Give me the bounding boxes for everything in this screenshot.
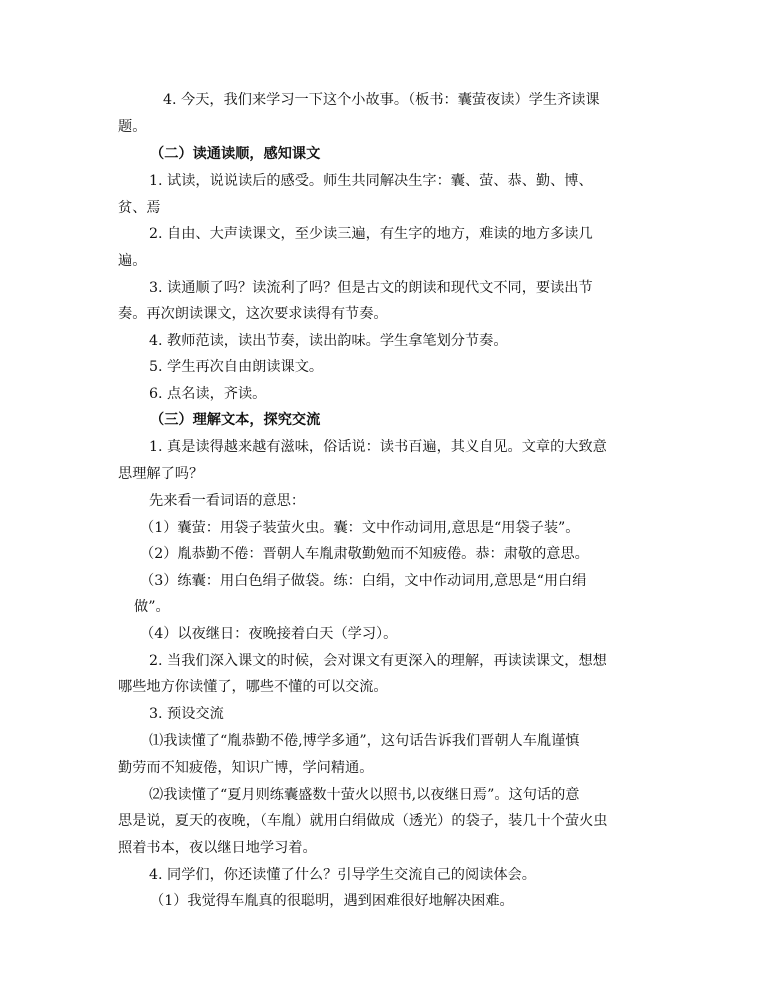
paragraph-line: 思是说，夏天的夜晚，（车胤）就用白绢做成（透光）的袋子，装几十个萤火虫: [118, 813, 608, 829]
paragraph-line: 4. 教师范读，读出节奏，读出韵味。学生拿笔划分节奏。: [149, 333, 508, 349]
paragraph-line: 6. 点名读，齐读。: [149, 386, 267, 402]
paragraph-line: ⑵我读懂了“夏月则练囊盛数十萤火以照书,以夜继日焉”。这句话的意: [149, 787, 580, 803]
paragraph-line: 1. 试读，说说读后的感受。师生共同解决生字：囊、萤、恭、勤、博、: [149, 173, 593, 189]
section-heading: （三）理解文本，探究交流: [150, 412, 321, 428]
paragraph-line: 做”。: [134, 599, 170, 615]
paragraph-line: 2. 自由、大声读课文，至少读三遍，有生字的地方，难读的地方多读几: [149, 226, 593, 242]
paragraph-line: 哪些地方你读懂了，哪些不懂的可以交流。: [118, 679, 388, 695]
paragraph-line: 2. 当我们深入课文的时候，会对课文有更深入的理解，再读读课文，想想: [149, 653, 607, 669]
paragraph-line: 勤劳而不知疲倦，知识广博，学问精通。: [118, 760, 374, 776]
paragraph-line: 3. 预设交流: [149, 706, 224, 722]
paragraph-line: ⑴我读懂了“胤恭勤不倦,博学多通”，这句话告诉我们晋朝人车胤谨慎: [149, 733, 580, 749]
paragraph-line: 1. 真是读得越来越有滋味，俗话说：读书百遍，其义自见。文章的大致意: [149, 439, 607, 455]
paragraph-line: 3. 读通顺了吗？读流利了吗？但是古文的朗读和现代文不同，要读出节: [149, 280, 593, 296]
paragraph-line: （3）练囊：用白色绢子做袋。练：白绢，文中作动词用,意思是“用白绢: [140, 573, 587, 589]
paragraph-line: 先来看一看词语的意思：: [149, 493, 306, 509]
section-heading: （二）读通读顺，感知课文: [150, 146, 321, 162]
paragraph-line: （2）胤恭勤不倦：晋朝人车胤肃敬勤勉而不知疲倦。恭：肃敬的意思。: [140, 546, 589, 562]
paragraph-line: （1）囊萤：用袋子装萤火虫。囊：文中作动词用,意思是“用袋子装”。: [140, 520, 580, 536]
paragraph-line: 思理解了吗？: [118, 466, 204, 482]
paragraph-line: （1）我觉得车胤真的很聪明，遇到困难很好地解决困难。: [150, 893, 514, 909]
paragraph-line: 4. 今天，我们来学习一下这个小故事。（板书：囊萤夜读）学生齐读课: [163, 92, 600, 108]
paragraph-line: 5. 学生再次自由朗读课文。: [149, 359, 324, 375]
paragraph-line: 遍。: [118, 253, 147, 269]
paragraph-line: 奏。再次朗读课文，这次要求读得有节奏。: [118, 306, 388, 322]
paragraph-line: 题。: [118, 119, 147, 135]
paragraph-line: 贫、焉: [118, 200, 161, 216]
paragraph-line: （4）以夜继日：夜晚接着白天（学习）。: [140, 626, 398, 642]
paragraph-line: 4. 同学们，你还读懂了什么？引导学生交流自己的阅读体会。: [149, 867, 536, 883]
paragraph-line: 照着书本，夜以继日地学习着。: [118, 840, 317, 856]
